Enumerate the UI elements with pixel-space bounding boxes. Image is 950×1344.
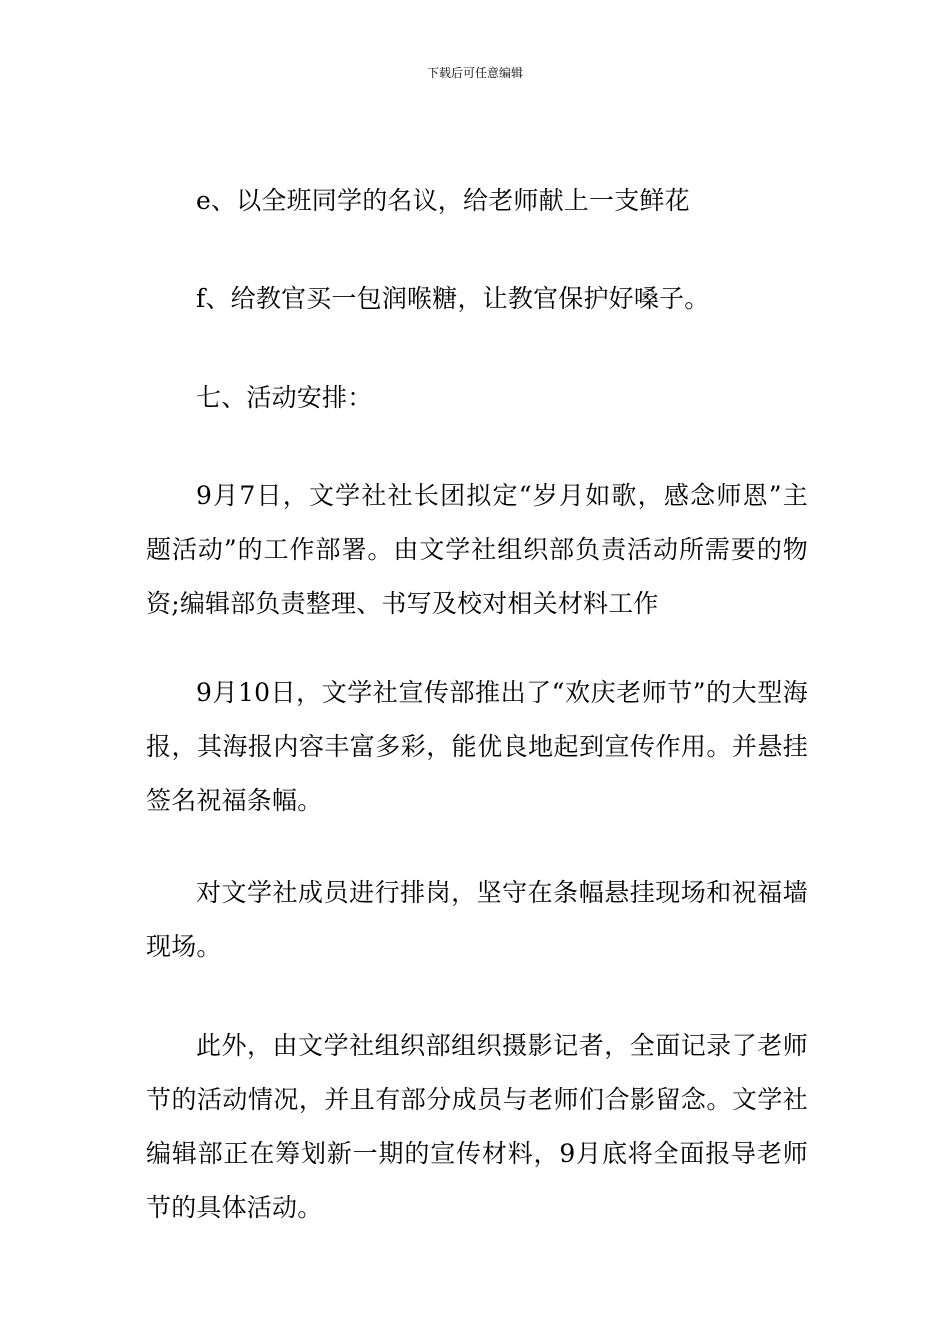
section-heading-activity-schedule: 七、活动安排： xyxy=(196,383,373,412)
header-note: 下载后可任意编辑 xyxy=(426,66,523,80)
paragraph-item-e: e、以全班同学的名议，给老师献上一支鲜花 xyxy=(196,186,690,215)
paragraph-photography: 此外，由文学社组织部组织摄影记者，全面记录了老师节的活动情况，并且有部分成员与老师们合影留念。文学社编辑部正在筹划新一期的宣传材料，9月底将全面报导老师节的具体活动。 xyxy=(146,1031,808,1222)
paragraph-sept-10: 9月10日，文学社宣传部推出了“欢庆老师节”的大型海报，其海报内容丰富多彩，能优良地起到宣传作用。并悬挂签名祝福条幅。 xyxy=(146,678,808,815)
paragraph-item-f: f、给教官买一包润喉糖，让教官保护好嗓子。 xyxy=(196,284,710,313)
paragraph-sept-7: 9月7日，文学社社长团拟定“岁月如歌，感念师恩”主题活动”的工作部署。由文学社组织部负责活动所需要的物资;编辑部负责整理、书写及校对相关材料工作 xyxy=(146,481,808,618)
paragraph-staff-arrangement: 对文学社成员进行排岗，坚守在条幅悬挂现场和祝福墙现场。 xyxy=(146,878,808,961)
